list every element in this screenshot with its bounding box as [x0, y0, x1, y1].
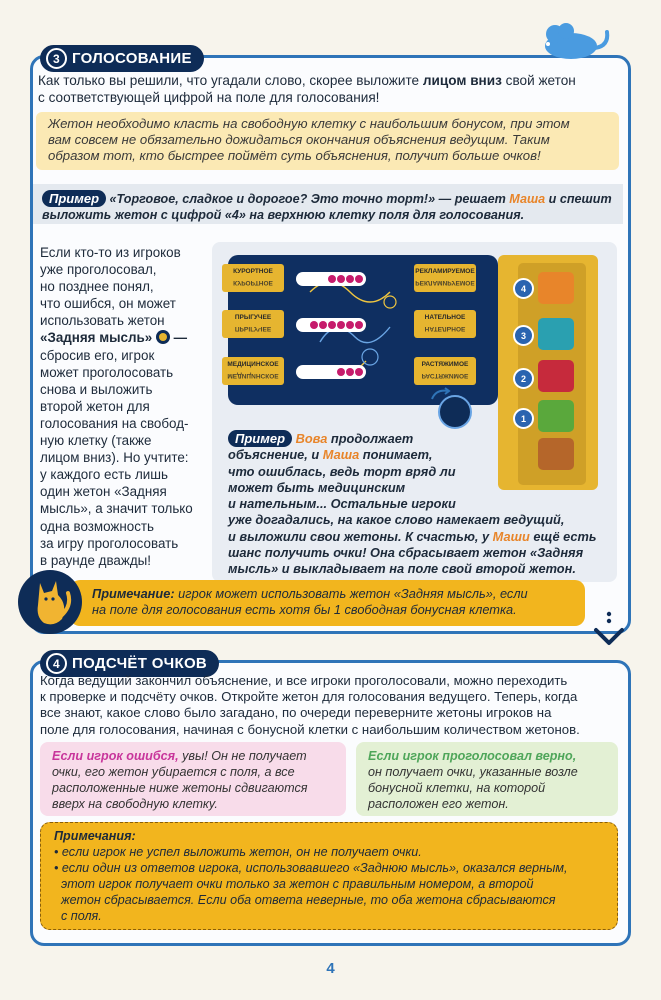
- word-track-2: [296, 318, 366, 332]
- example-1: Пример «Торговое, сладкое и дорогое? Это точно торт!» — решает Маша и спешит выложить жетон с цифрой «4» на верхнюю клетку поля для голосования.: [42, 191, 612, 222]
- mouse-icon: [535, 20, 615, 62]
- example-label: Пример: [42, 190, 106, 207]
- second-thought-token-icon: [156, 330, 170, 344]
- word-track-3: [296, 365, 366, 379]
- vote-slot-badge-3: 3: [513, 325, 534, 346]
- page-number: 4: [326, 960, 335, 977]
- scoring-notes-title: Примечания:: [54, 829, 136, 843]
- vote-slot-badge-2: 2: [513, 368, 534, 389]
- vote-token-teal: [538, 318, 574, 350]
- second-thought-rule: Если кто-то из игроков уже проголосовал, но позднее понял, что ошибся, он может использовать жетон «Задняя мысль» — сбросив его, игрок может проголосовать снова и выложить второй жетон для голосования на свобод- ную клетку (также лицом вниз). Но учтите: у каждого есть лишь один жетон «Задняя мысль», а значит только одна возможность за игру проголосовать в раунде дважды!: [40, 245, 193, 568]
- second-thought-token-name: «Задняя мысль»: [40, 330, 153, 346]
- vote-token-green: [538, 400, 574, 432]
- example-2: Пример Вова продолжает объяснение, и Маша понимает, что ошиблась, ведь торт вряд ли может быть медицинским и нательным... Остальные игроки уже догадались, на какое слово намекает ведущий, и выложили свои жетоны. К счастью, у Маши ещё есть шанс получить очки! Она сбрасывает жетон «Задняя мысль» и выкладывает на поле свой второй жетон.: [228, 431, 597, 577]
- cat-icon: [28, 575, 74, 629]
- section-title: ГОЛОСОВАНИЕ: [72, 50, 192, 67]
- voting-intro: Как только вы решили, что угадали слово, скорее выложите лицом вниз свой жетон с соответствующей цифрой на поле для голосования!: [38, 73, 576, 105]
- vote-token-red: [538, 360, 574, 392]
- chevron-down-icon: [592, 610, 626, 650]
- word-card-medical: МЕДИЦИНСКОЕ МЕДИЦИНСКОЕ: [222, 357, 284, 385]
- voting-note-text: Примечание: игрок может использовать жетон «Задняя мысль», если на поле для голосования есть хотя бы 1 свободная бонусная клетка.: [92, 586, 528, 617]
- right-answer-text: Если игрок проголосовал верно, он получает очки, указанные возле бонусной клетки, на которой расположен его жетон.: [368, 749, 578, 811]
- word-card-resort: КУРОРТНОЕ КУРОРТНОЕ: [222, 264, 284, 292]
- scoring-notes-text: Примечания: • если игрок не успел выложить жетон, он не получает очки. • если один из ответов игрока, использовавшего «Заднюю мысль», оказался верным, этот игрок получает очки только за жетон с правильным номером, а второй жетон сбрасывается. Если оба ответа неверные, то оба жетона сбрасываются с поля.: [54, 828, 614, 924]
- section-voting-header: [40, 45, 204, 72]
- vote-slot-badge-4: 4: [513, 278, 534, 299]
- example-2-label: Пример: [228, 430, 292, 447]
- section-title: ПОДСЧЁТ ОЧКОВ: [72, 655, 208, 672]
- word-card-stretchy: РАСТЯЖИМОЕ РАСТЯЖИМОЕ: [414, 357, 476, 385]
- vote-token-orange: [538, 272, 574, 304]
- wrong-answer-text: Если игрок ошибся, увы! Он не получает очки, его жетон убирается с поля, а все расположенные ниже жетоны сдвигаются вверх на свободную клетку.: [52, 749, 308, 811]
- word-card-bouncy: ПРЫГУЧЕЕ ПРЫГУЧЕЕ: [222, 310, 284, 338]
- vote-slot-badge-1: 1: [513, 408, 534, 429]
- word-card-underwear: НАТЕЛЬНОЕ НАТЕЛЬНОЕ: [414, 310, 476, 338]
- section-number: 4: [46, 653, 67, 674]
- word-card-advertised: РЕКЛАМИРУЕМОЕ РЕКЛАМИРУЕМОЕ: [414, 264, 476, 292]
- voting-rule-text: Жетон необходимо класть на свободную клетку с наибольшим бонусом, при этом вам совсем не обязательно дожидаться окончания объяснения ведущим. Таким образом тот, кто быстрее поймёт суть объяснения, получит больше очков!: [48, 116, 570, 163]
- scoring-intro: Когда ведущий закончил объяснение, и все игроки проголосовали, можно переходить к проверке и подсчёту очков. Откройте жетон для голосования ведущего. Теперь, когда все знают, какое слово было загадано, по очереди переверните жетоны игроков на поле для голосования, начиная с бонусной клетки с наибольшим количеством жетонов.: [40, 673, 580, 737]
- word-track-1: [296, 272, 366, 286]
- section-number: 3: [46, 48, 67, 69]
- flip-arrow-icon: [430, 387, 452, 401]
